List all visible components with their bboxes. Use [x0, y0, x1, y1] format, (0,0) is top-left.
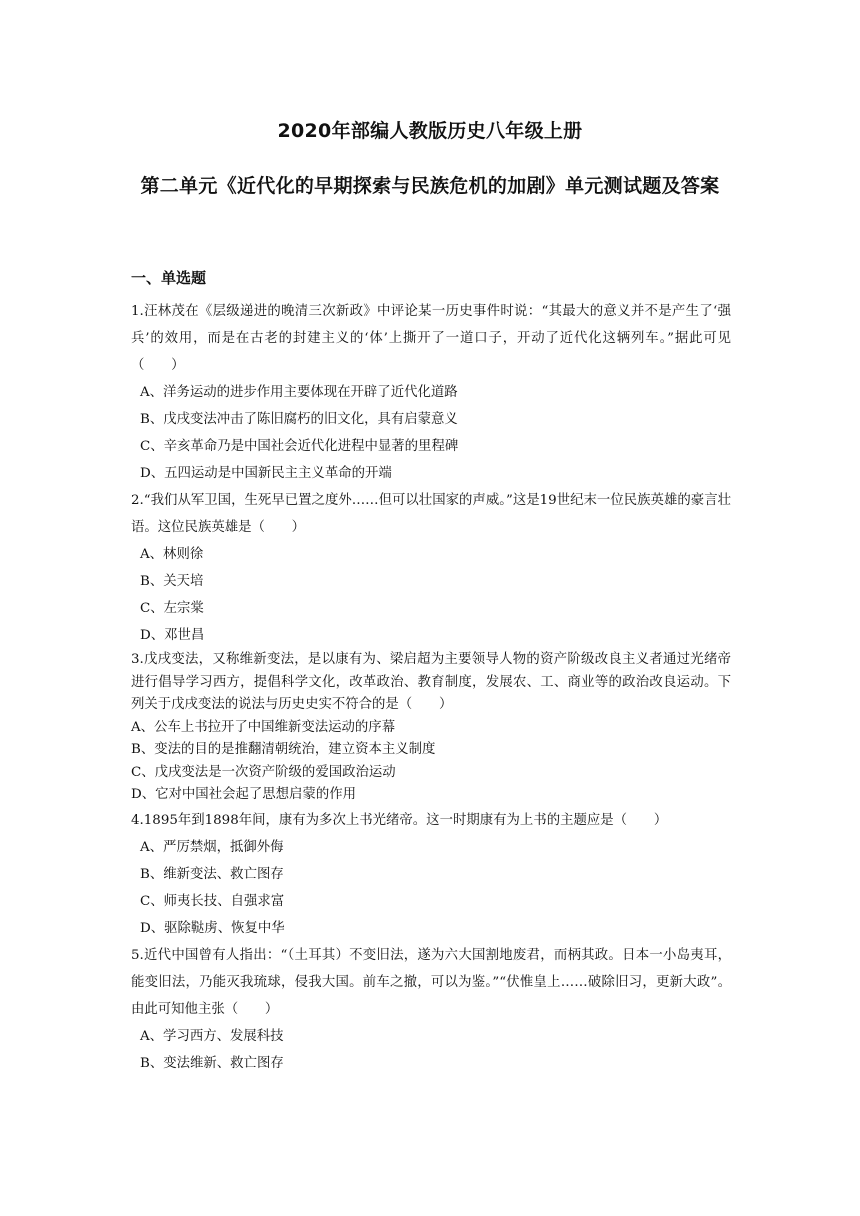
option-a: A、公车上书拉开了中国维新变法运动的序幕	[131, 719, 396, 735]
question-stem: 1.汪林茂在《层级递进的晚清三次新政》中评论某一历史事件时说：“其最大的意义并不是产生了‘强兵’的效用，而是在古老的封建主义的‘体’上撕开了一道口子，开动了近代化这辆列车。”据此可见（ ）	[131, 304, 731, 373]
section-heading: 一、单选题	[131, 269, 207, 287]
question-3	[131, 649, 731, 807]
question-stem: 2.“我们从军卫国，生死早已置之度外……但可以壮国家的声威。”这是19世纪末一位民族英雄的豪言壮语。这位民族英雄是（ ）	[131, 493, 731, 535]
option-d: D、五四运动是中国新民主主义革命的开端	[140, 466, 392, 481]
question-4	[131, 807, 731, 942]
option-c: C、辛亥革命乃是中国社会近代化进程中显著的里程碑	[140, 439, 459, 454]
option-b: B、变法维新、救亡图存	[140, 1055, 284, 1071]
document-title: 2020年部编人教版历史八年级上册	[277, 120, 583, 142]
option-b: B、变法的目的是推翻清朝统治，建立资本主义制度	[131, 742, 436, 757]
option-b: B、关天培	[140, 574, 204, 589]
option-d: D、驱除鞑虏、恢复中华	[140, 920, 285, 936]
question-5	[131, 942, 731, 1077]
option-a: A、林则徐	[140, 547, 204, 562]
option-c: C、师夷长技、自强求富	[140, 893, 285, 909]
option-c: C、戊戌变法是一次资产阶级的爱国政治运动	[131, 764, 396, 780]
question-stem: 4.1895年到1898年间，康有为多次上书光绪帝。这一时期康有为上书的主题应是（ ）	[131, 812, 668, 828]
option-b: B、维新变法、救亡图存	[140, 866, 284, 882]
option-a: A、学习西方、发展科技	[140, 1028, 284, 1044]
question-2	[131, 487, 731, 649]
option-d: D、邓世昌	[140, 628, 205, 643]
option-c: C、左宗棠	[140, 601, 204, 616]
document-subtitle: 第二单元《近代化的早期探索与民族危机的加剧》单元测试题及答案	[140, 175, 720, 197]
option-a: A、洋务运动的进步作用主要体现在开辟了近代化道路	[140, 385, 458, 400]
option-a: A、严厉禁烟，抵御外侮	[140, 839, 284, 855]
question-1	[131, 298, 731, 487]
question-stem: 5.近代中国曾有人指出：“（土耳其）不变旧法，遂为六大国割地废君，而柄其政。日本一小岛夷耳，能变旧法，乃能灭我琉球，侵我大国。前车之撤，可以为鉴。”“伏惟皇上……破除旧习，更新大政”。由此可知他主张（ ）	[131, 947, 731, 1017]
option-b: B、戊戌变法冲击了陈旧腐朽的旧文化，具有启蒙意义	[140, 412, 458, 427]
question-list	[131, 298, 731, 1077]
option-d: D、它对中国社会起了思想启蒙的作用	[131, 787, 356, 802]
question-stem: 3.戊戌变法，又称维新变法，是以康有为、梁启超为主要领导人物的资产阶级改良主义者通过光绪帝进行倡导学习西方，提倡科学文化，改革政治、教育制度，发展农、工、商业等的政治改良运动。下列关于戊戌变法的说法与历史史实不符合的是（ ）	[131, 652, 731, 712]
